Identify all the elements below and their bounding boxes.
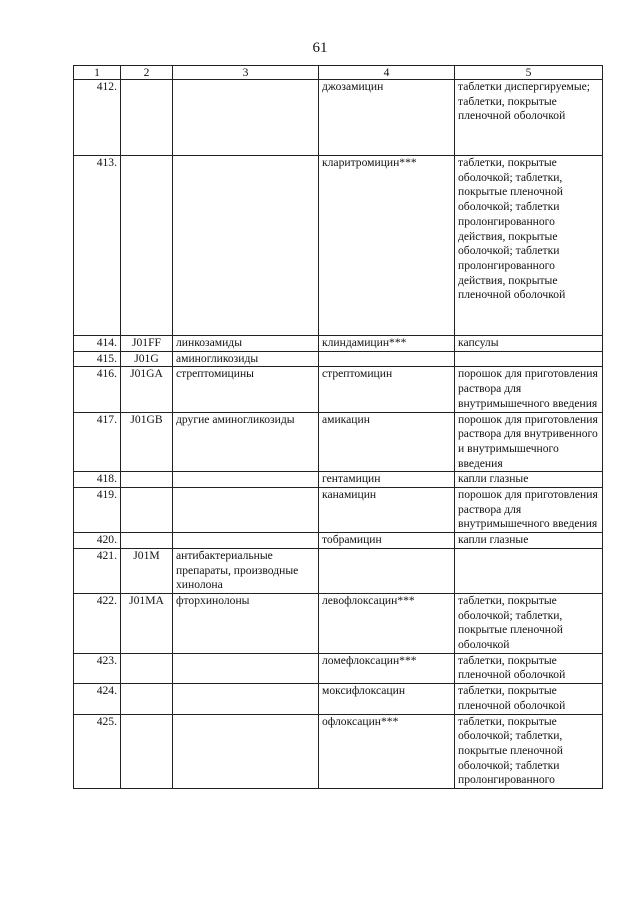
drug-name: амикацин	[319, 412, 455, 472]
drug-name	[319, 548, 455, 593]
dosage-form: капли глазные	[455, 472, 603, 488]
row-number: 422.	[74, 593, 121, 653]
drug-group: другие аминогликозиды	[173, 412, 319, 472]
drug-table	[73, 65, 603, 789]
table-row	[74, 533, 603, 549]
dosage-form	[455, 548, 603, 593]
atc-code: J01MA	[121, 593, 173, 653]
drug-group	[173, 488, 319, 533]
atc-code: J01G	[121, 351, 173, 367]
atc-code	[121, 684, 173, 714]
atc-code: J01M	[121, 548, 173, 593]
atc-code	[121, 653, 173, 683]
drug-name: левофлоксацин***	[319, 593, 455, 653]
column-header: 3	[173, 66, 319, 80]
dosage-form: таблетки, покрытые оболочкой; таблетки, покрытые пленочной оболочкой; таблетки пролонгированного действия, покрытые оболочкой; таблетки пролонгированного действия, покрытые пленочной оболочкой	[455, 156, 603, 336]
dosage-form: порошок для приготовления раствора для внутримышечного введения	[455, 367, 603, 412]
drug-name: тобрамицин	[319, 533, 455, 549]
dosage-form: таблетки, покрытые оболочкой; таблетки, покрытые пленочной оболочкой	[455, 593, 603, 653]
column-header: 2	[121, 66, 173, 80]
atc-code	[121, 80, 173, 156]
drug-group	[173, 653, 319, 683]
atc-code	[121, 488, 173, 533]
column-header: 1	[74, 66, 121, 80]
table-row	[74, 367, 603, 412]
page-number: 61	[312, 40, 328, 56]
table-row	[74, 351, 603, 367]
dosage-form: капсулы	[455, 336, 603, 352]
table-header-row	[74, 66, 603, 80]
dosage-form: порошок для приготовления раствора для внутривенного и внутримышечного введения	[455, 412, 603, 472]
drug-group: стрептомицины	[173, 367, 319, 412]
atc-code: J01FF	[121, 336, 173, 352]
table-row	[74, 80, 603, 156]
table-row	[74, 412, 603, 472]
row-number: 414.	[74, 336, 121, 352]
table-row	[74, 488, 603, 533]
row-number: 420.	[74, 533, 121, 549]
atc-code: J01GA	[121, 367, 173, 412]
row-number: 412.	[74, 80, 121, 156]
row-number: 417.	[74, 412, 121, 472]
atc-code	[121, 156, 173, 336]
drug-name: стрептомицин	[319, 367, 455, 412]
row-number: 421.	[74, 548, 121, 593]
drug-name: клиндамицин***	[319, 336, 455, 352]
atc-code	[121, 714, 173, 789]
drug-name	[319, 351, 455, 367]
drug-group	[173, 156, 319, 336]
drug-name: джозамицин	[319, 80, 455, 156]
atc-code	[121, 533, 173, 549]
row-number: 415.	[74, 351, 121, 367]
drug-group	[173, 684, 319, 714]
table-row	[74, 472, 603, 488]
row-number: 418.	[74, 472, 121, 488]
drug-name: кларитромицин***	[319, 156, 455, 336]
table-row	[74, 684, 603, 714]
dosage-form: капли глазные	[455, 533, 603, 549]
drug-name: канамицин	[319, 488, 455, 533]
column-header: 5	[455, 66, 603, 80]
drug-group: антибактериальные препараты, производные хинолона	[173, 548, 319, 593]
drug-group: аминогликозиды	[173, 351, 319, 367]
dosage-form	[455, 351, 603, 367]
row-number: 413.	[74, 156, 121, 336]
table-row	[74, 714, 603, 789]
row-number: 424.	[74, 684, 121, 714]
dosage-form: порошок для приготовления раствора для внутримышечного введения	[455, 488, 603, 533]
table-row	[74, 156, 603, 336]
atc-code: J01GB	[121, 412, 173, 472]
dosage-form: таблетки, покрытые оболочкой; таблетки, покрытые пленочной оболочкой; таблетки пролонгированного	[455, 714, 603, 789]
drug-group: линкозамиды	[173, 336, 319, 352]
drug-group	[173, 714, 319, 789]
drug-name: гентамицин	[319, 472, 455, 488]
drug-name: моксифлоксацин	[319, 684, 455, 714]
row-number: 425.	[74, 714, 121, 789]
row-number: 416.	[74, 367, 121, 412]
dosage-form: таблетки, покрытые пленочной оболочкой	[455, 684, 603, 714]
row-number: 423.	[74, 653, 121, 683]
drug-group: фторхинолоны	[173, 593, 319, 653]
table-row	[74, 593, 603, 653]
drug-group	[173, 80, 319, 156]
drug-name: офлоксацин***	[319, 714, 455, 789]
dosage-form: таблетки диспергируемые; таблетки, покрытые пленочной оболочкой	[455, 80, 603, 156]
drug-group	[173, 533, 319, 549]
drug-group	[173, 472, 319, 488]
table-row	[74, 548, 603, 593]
table-row	[74, 336, 603, 352]
column-header: 4	[319, 66, 455, 80]
dosage-form: таблетки, покрытые пленочной оболочкой	[455, 653, 603, 683]
table-row	[74, 653, 603, 683]
drug-name: ломефлоксацин***	[319, 653, 455, 683]
row-number: 419.	[74, 488, 121, 533]
atc-code	[121, 472, 173, 488]
